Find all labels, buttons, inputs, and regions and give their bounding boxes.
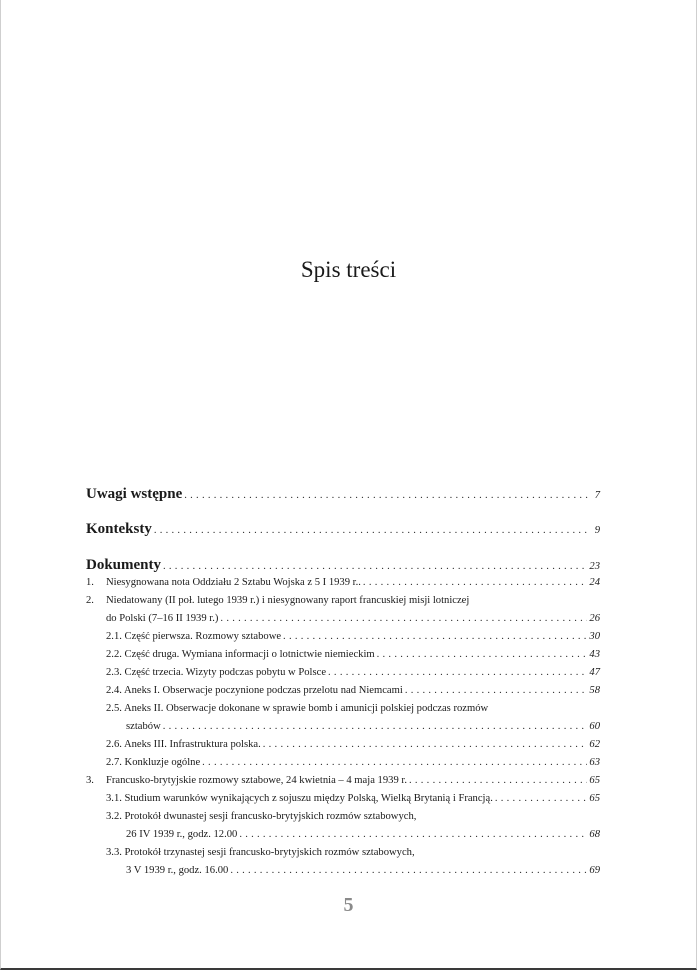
toc-entry-1[interactable] xyxy=(86,574,600,592)
toc-entry-3[interactable] xyxy=(86,772,600,790)
toc-number: 3. xyxy=(86,775,94,786)
toc-entry-3-3[interactable] xyxy=(126,862,600,880)
toc-entry-2-6[interactable] xyxy=(106,736,600,754)
leader-dots xyxy=(239,826,587,844)
toc-page: 62 xyxy=(589,739,600,750)
toc-entry-dokumenty[interactable] xyxy=(86,554,600,576)
leader-dots xyxy=(230,862,587,880)
page-title: Spis treści xyxy=(300,257,397,282)
toc-label-line1: 3.2. Protokół dwunastej sesji francusko-brytyjskich rozmów sztabowych, xyxy=(106,811,417,822)
toc-label: 3.1. Studium warunków wynikających z sojuszu między Polską, Wielką Brytanią i Francją. xyxy=(106,793,493,804)
toc-page: 58 xyxy=(589,685,600,696)
leader-dots xyxy=(405,682,588,700)
toc-page: 43 xyxy=(589,649,600,660)
leader-dots xyxy=(283,628,587,646)
toc-page: 63 xyxy=(589,757,600,768)
toc-label: Niesygnowana nota Oddziału 2 Sztabu Wojska z 5 I 1939 r.. xyxy=(106,577,361,588)
toc-label-line1: 3.3. Protokół trzynastej sesji francusko-brytyjskich rozmów sztabowych, xyxy=(106,847,415,858)
leader-dots xyxy=(163,718,588,736)
toc-page: 24 xyxy=(589,577,600,588)
toc-label: 2.4. Aneks I. Obserwacje poczynione podczas przelotu nad Niemcami xyxy=(106,685,403,696)
toc-label: 2.7. Konkluzje ogólne xyxy=(106,757,201,768)
toc-label: 26 IV 1939 r., godz. 12.00 xyxy=(126,829,238,840)
toc-label: do Polski (7–16 II 1939 r.) xyxy=(106,613,219,624)
toc-entry-2-4[interactable] xyxy=(106,682,600,700)
toc-label-line1: 2.5. Aneks II. Obserwacje dokonane w sprawie bomb i amunicji polskiej podczas rozmów xyxy=(106,703,489,714)
leader-dots xyxy=(220,610,587,628)
toc-page: 9 xyxy=(594,525,600,536)
leader-dots xyxy=(184,485,588,507)
toc-page: 60 xyxy=(589,721,600,732)
toc-label: 2.2. Część druga. Wymiana informacji o lotnictwie niemieckim xyxy=(106,649,375,660)
toc-page: 47 xyxy=(589,667,600,678)
leader-dots xyxy=(409,772,587,790)
toc-entry-2-2[interactable] xyxy=(106,646,600,664)
toc-entry-2-5[interactable] xyxy=(126,718,600,736)
toc-page: 65 xyxy=(589,775,600,786)
toc-entry-2[interactable] xyxy=(106,610,600,628)
leader-dots xyxy=(377,646,588,664)
toc-entry-2-7[interactable] xyxy=(106,754,600,772)
toc-entry-2-1[interactable] xyxy=(106,628,600,646)
toc-label-line1: Niedatowany (II poł. lutego 1939 r.) i niesygnowany raport francuskiej misji lotniczej xyxy=(106,595,470,606)
toc-number: 2. xyxy=(86,595,94,606)
toc-entry-3-2[interactable] xyxy=(126,826,600,844)
toc-label: Uwagi wstępne xyxy=(86,486,183,502)
leader-dots xyxy=(495,790,588,808)
toc-number: 1. xyxy=(86,577,94,588)
toc-page: 30 xyxy=(589,631,600,642)
page-number: 5 xyxy=(343,894,354,916)
toc-page: 23 xyxy=(589,561,600,572)
toc-entry-konteksty[interactable] xyxy=(86,518,600,540)
toc-label: Konteksty xyxy=(86,521,152,537)
toc-page: 26 xyxy=(589,613,600,624)
leader-dots xyxy=(363,574,587,592)
toc-label: Dokumenty xyxy=(86,557,162,573)
toc-page: 69 xyxy=(589,865,600,876)
leader-dots xyxy=(263,736,588,754)
leader-dots xyxy=(202,754,587,772)
toc-label: 2.3. Część trzecia. Wizyty podczas pobytu w Polsce xyxy=(106,667,327,678)
toc-label: 3 V 1939 r., godz. 16.00 xyxy=(126,865,229,876)
toc-page: 68 xyxy=(589,829,600,840)
toc-entry-3-1[interactable] xyxy=(106,790,600,808)
toc-label: 2.1. Część pierwsza. Rozmowy sztabowe xyxy=(106,631,282,642)
leader-dots xyxy=(154,520,588,542)
toc-label: Francusko-brytyjskie rozmowy sztabowe, 24 kwietnia – 4 maja 1939 r. xyxy=(106,775,407,786)
toc-page: 7 xyxy=(594,490,600,501)
toc-page: 65 xyxy=(589,793,600,804)
toc-label: 2.6. Aneks III. Infrastruktura polska. xyxy=(106,739,261,750)
toc-label: sztabów xyxy=(126,721,161,732)
toc-entry-uwagi[interactable] xyxy=(86,483,600,505)
toc-entry-2-3[interactable] xyxy=(106,664,600,682)
leader-dots xyxy=(328,664,587,682)
